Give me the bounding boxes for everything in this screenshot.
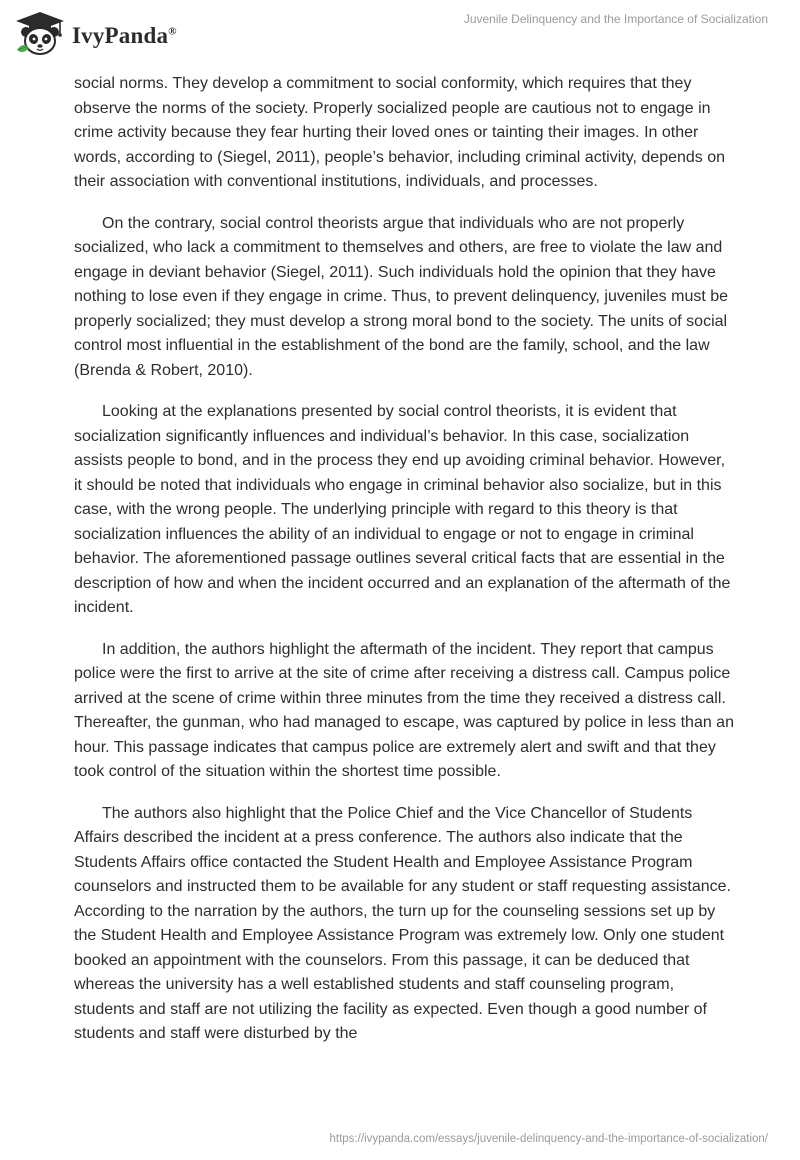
paragraph-3: Looking at the explanations presented by social control theorists, it is evident that socialization significantly influences and individual’s behavior. In this case, socialization assists people to bond, and in the process they end up avoiding criminal behavior. However, it should be noted that individuals who engage in criminal behavior also socialize, but in this case, with the wrong people. The underlying principle with regard to this theory is that socialization influences the ability of an individual to engage or not to engage in criminal behavior. The aforementioned passage outlines several critical facts that are essential in the description of how and when the incident occurred and an explanation of the aftermath of the incident. (74, 403, 731, 616)
paragraph-5: The authors also highlight that the Police Chief and the Vice Chancellor of Students Affairs described the incident at a press conference. The authors also indicate that the Students Affairs office contacted the Student Health and Employee Assistance Program counselors and instructed them to be available for any student or staff requesting assistance. According to the narration by the authors, the turn up for the counseling sessions set up by the Student Health and Employee Assistance Program was extremely low. Only one student booked an appointment with the counselors. From this passage, it can be deduced that whereas the university has a well established students and staff counseling program, students and staff are not utilizing the facility as expected. Even though a good number of students and staff were disturbed by the (74, 804, 731, 1042)
brand-name: IvyPanda® (72, 23, 177, 48)
paragraph-1: social norms. They develop a commitment to social conformity, which requires that they observe the norms of the society. Properly socialized people are cautious not to engage in crime activity because they fear hurting their loved ones or tainting their images. In other words, according to (Siegel, 2011), people’s behavior, including criminal activity, depends on their association with conventional institutions, individuals, and processes. (74, 75, 726, 190)
essay-body (74, 72, 734, 1064)
page-header (0, 0, 800, 62)
source-url-link[interactable]: https://ivypanda.com/essays/juvenile-delinquency-and-the-importance-of-socialization/ (329, 1133, 768, 1145)
paragraph-2: On the contrary, social control theorists argue that individuals who are not properly socialized, who lack a commitment to themselves and others, are free to violate the law and engage in deviant behavior (Siegel, 2011). Such individuals hold the opinion that they have nothing to lose even if they engage in crime. Thus, to prevent delinquency, juveniles must be properly socialized; they must develop a strong moral bond to the society. The units of social control most influential in the establishment of the bond are the family, school, and the law (Brenda & Robert, 2010). (74, 214, 729, 379)
registered-mark: ® (168, 25, 177, 38)
document-title: Juvenile Delinquency and the Importance of Socialization (463, 12, 768, 26)
paragraph-4: In addition, the authors highlight the aftermath of the incident. They report that campus police were the first to arrive at the site of crime after receiving a distress call. Campus police arrived at the scene of crime within three minutes from the time they received a distress call. Thereafter, the gunman, who had managed to escape, was captured by police in less than an hour. This passage indicates that campus police are extremely alert and swift and that they took control of the situation within the shortest time possible. (74, 640, 734, 780)
brand-logo[interactable] (14, 10, 177, 58)
panda-graduate-icon (14, 10, 66, 58)
